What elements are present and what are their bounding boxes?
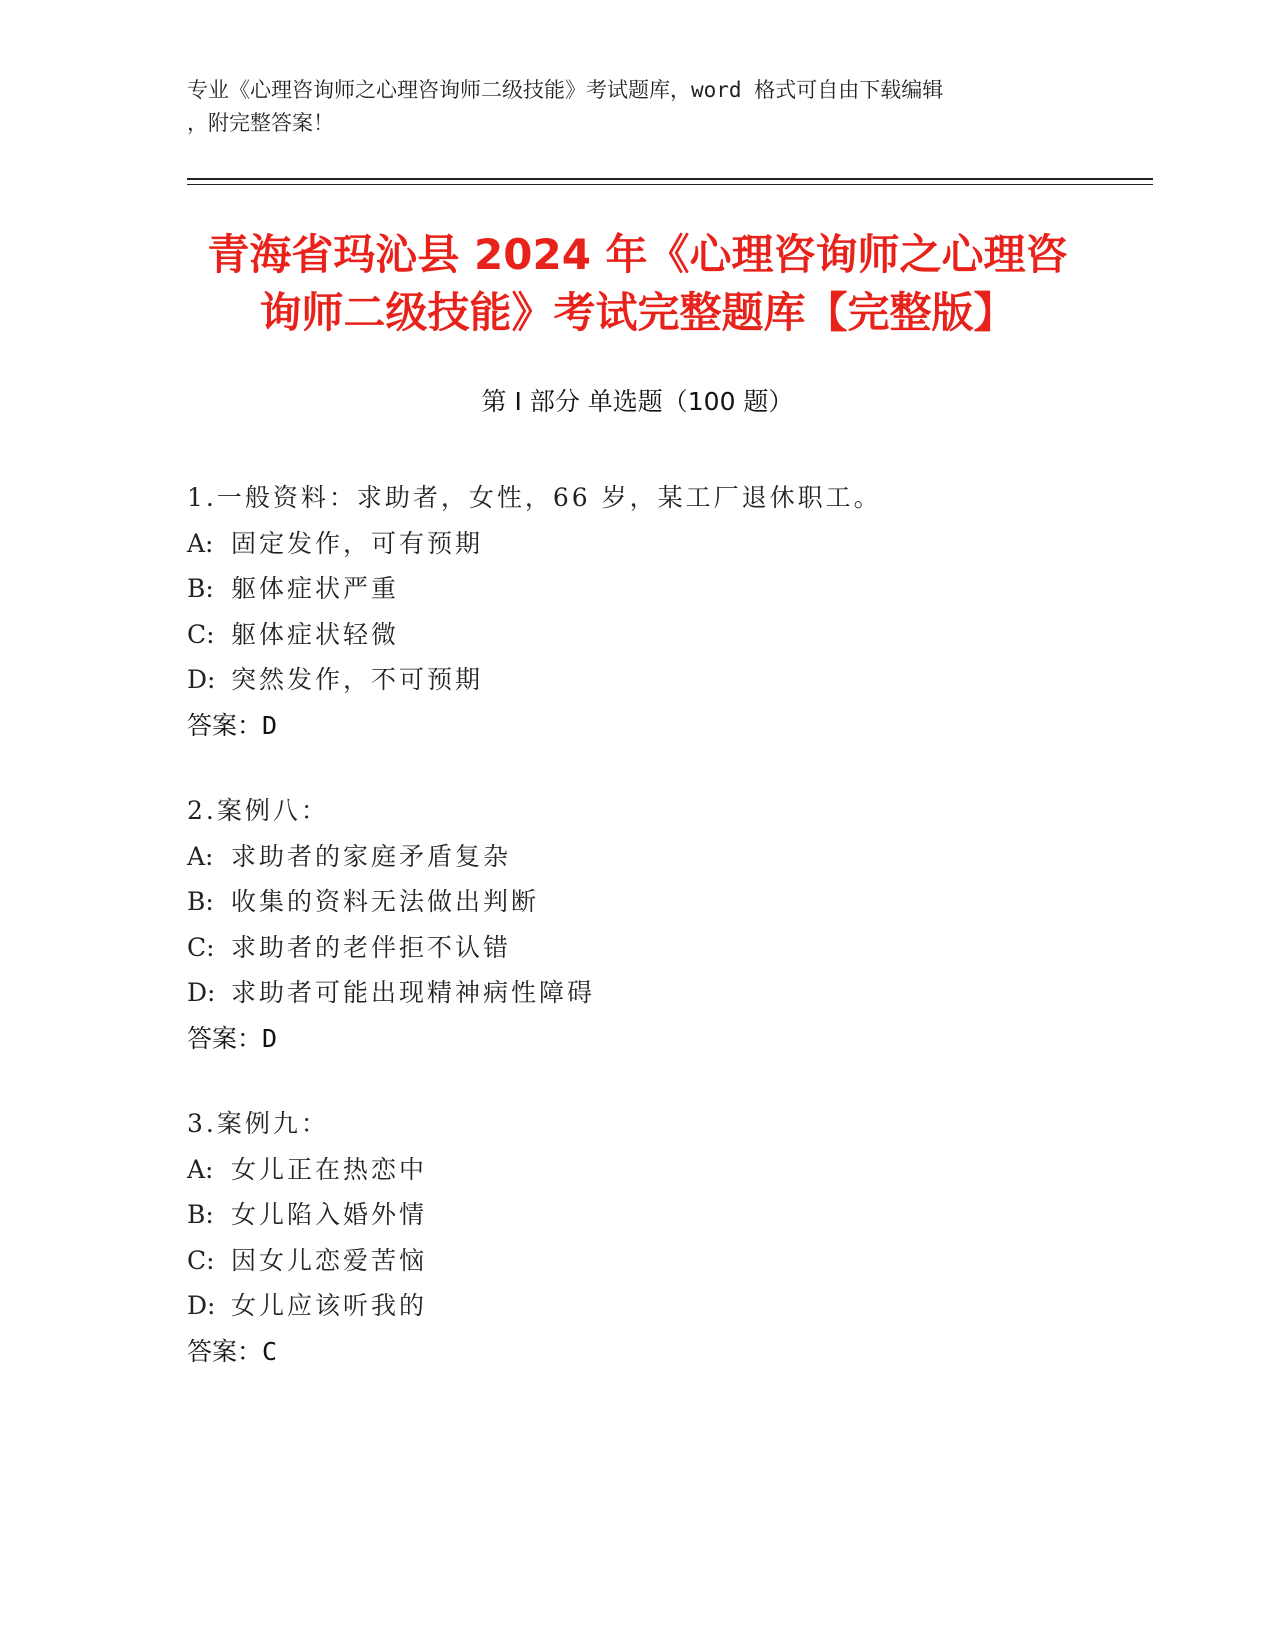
question-1 [187, 475, 1137, 748]
question-3 [187, 1101, 1137, 1374]
option-c [187, 612, 1137, 658]
option-c [187, 925, 1137, 971]
option-key: D: [187, 978, 216, 1007]
option-key: A: [187, 528, 214, 558]
option-text: 女儿陷入婚外情 [231, 1200, 428, 1229]
answer: 答案：D [187, 710, 278, 740]
option-text: 收集的资料无法做出判断 [231, 887, 540, 916]
question-stem: 3.案例九： [187, 1109, 329, 1138]
document-title-line-1: 青海省玛沁县 2024 年《心理咨询师之心理咨 [207, 230, 1068, 279]
option-d [187, 1283, 1137, 1329]
option-text: 突然发作，不可预期 [231, 665, 484, 694]
option-b [187, 879, 1137, 925]
header-note: 专业《心理咨询师之心理咨询师二级技能》考试题库，word 格式可自由下载编辑 ，附完整答案！ [187, 78, 944, 135]
option-a [187, 1147, 1137, 1193]
option-key: B: [187, 1200, 214, 1229]
option-b [187, 566, 1137, 612]
option-text: 躯体症状严重 [231, 574, 400, 603]
option-key: A: [187, 841, 214, 871]
question-2 [187, 788, 1137, 1061]
section-title: 第 I 部分 单选题（100 题） [481, 387, 794, 416]
answer: 答案：D [187, 1023, 278, 1053]
option-text: 女儿正在热恋中 [231, 1154, 428, 1184]
option-key: B: [187, 574, 214, 603]
header-divider-thin [187, 184, 1153, 185]
option-b [187, 1192, 1137, 1238]
option-a [187, 834, 1137, 880]
question-stem: 2.案例八： [187, 796, 329, 825]
option-text: 固定发作，可有预期 [231, 528, 484, 558]
option-key: D: [187, 665, 216, 694]
option-d [187, 657, 1137, 703]
option-text: 求助者的老伴拒不认错 [231, 932, 512, 962]
option-text: 躯体症状轻微 [231, 619, 400, 649]
document-title-line-2: 询师二级技能》考试完整题库【完整版】 [259, 288, 1016, 337]
question-stem: 1.一般资料：求助者，女性，66 岁，某工厂退休职工。 [187, 483, 882, 512]
option-key: A: [187, 1154, 214, 1184]
option-c [187, 1238, 1137, 1284]
option-text: 女儿应该听我的 [231, 1291, 428, 1320]
option-key: C: [187, 1245, 215, 1275]
option-key: D: [187, 1291, 216, 1320]
option-text: 求助者可能出现精神病性障碍 [231, 978, 596, 1007]
option-key: C: [187, 619, 215, 649]
answer: 答案：C [187, 1336, 278, 1366]
option-text: 求助者的家庭矛盾复杂 [231, 841, 512, 871]
option-a [187, 521, 1137, 567]
option-key: C: [187, 932, 215, 962]
option-d [187, 970, 1137, 1016]
document-title [150, 226, 1125, 342]
question-list [187, 475, 1137, 1414]
option-key: B: [187, 887, 214, 916]
header-divider [187, 178, 1153, 180]
option-text: 因女儿恋爱苦恼 [231, 1245, 428, 1275]
